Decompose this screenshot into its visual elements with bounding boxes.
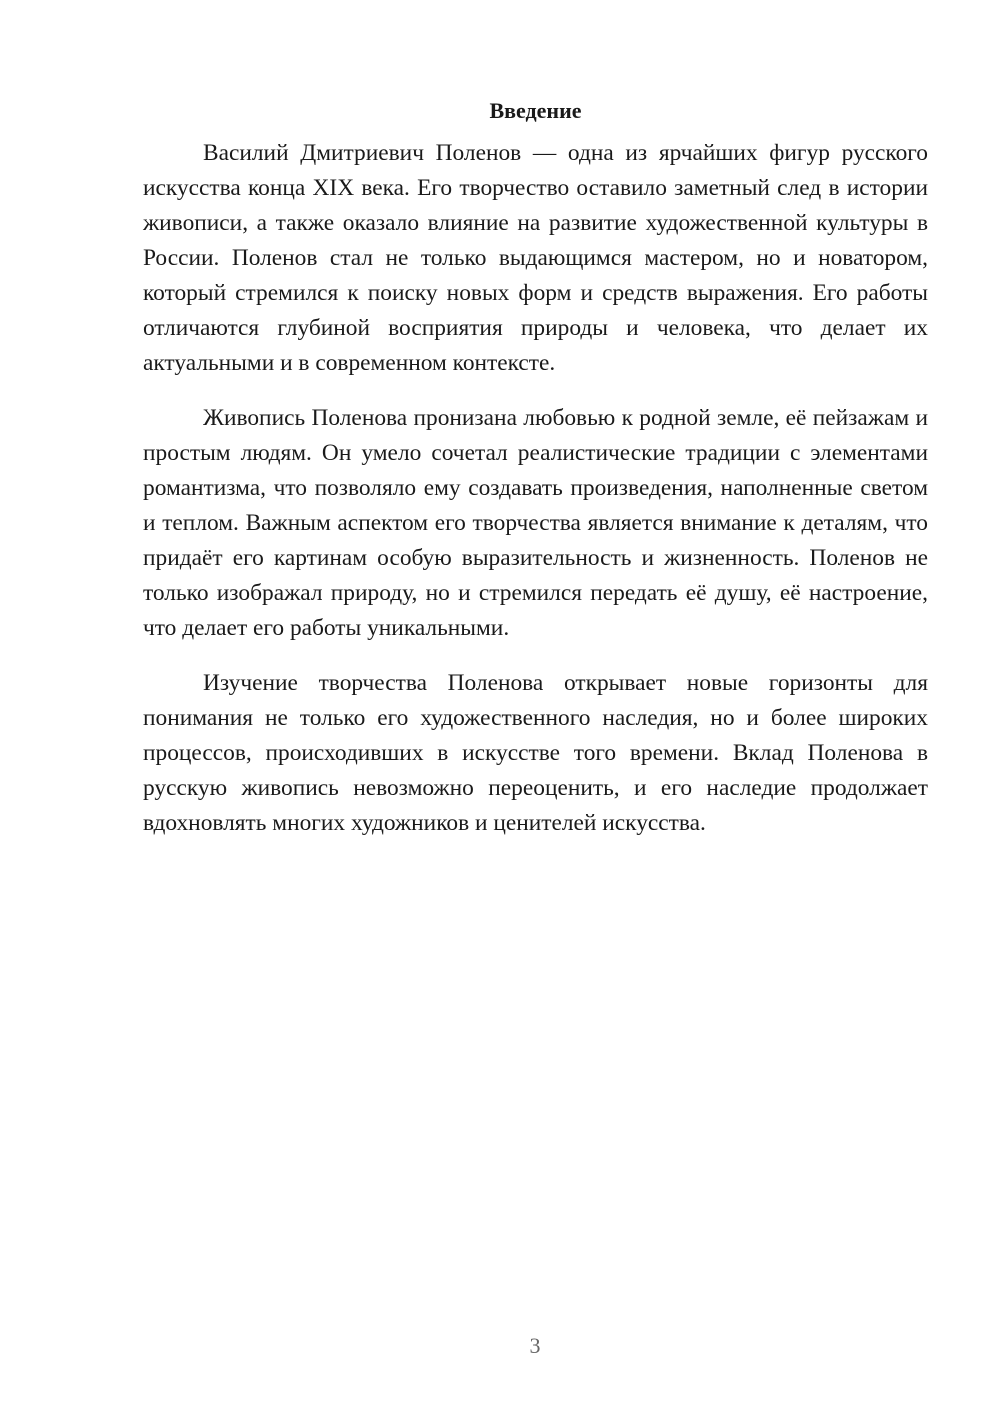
section-title: Введение <box>489 98 582 123</box>
page-number: 3 <box>529 1333 541 1358</box>
paragraph-study: Изучение творчества Поленова открывает новые горизонты для понимания не только его художественного наследия, но и более широких процессов, происходивших в искусстве того времени. Вклад Поленова в русскую живопись невозможно переоценить, и его наследие продолжает вдохновлять многих художников и ценителей искусства. <box>143 670 928 836</box>
page-body <box>143 96 928 861</box>
paragraph-intro: Василий Дмитриевич Поленов — одна из ярчайших фигур русского искусства конца XIX века. Его творчество оставило заметный след в истории живописи, а также оказало влияние на развитие художественной культуры в России. Поленов стал не только выдающимся мастером, но и новатором, который стремился к поиску новых форм и средств выражения. Его работы отличаются глубиной восприятия природы и человека, что делает их актуальными и в современном контексте. <box>143 140 928 376</box>
paragraph-painting: Живопись Поленова пронизана любовью к родной земле, её пейзажам и простым людям. Он умело сочетал реалистические традиции с элементами романтизма, что позволяло ему создавать произведения, наполненные светом и теплом. Важным аспектом его творчества является внимание к деталям, что придаёт его картинам особую выразительность и жизненность. Поленов не только изображал природу, но и стремился передать её душу, её настроение, что делает его работы уникальными. <box>143 405 928 641</box>
